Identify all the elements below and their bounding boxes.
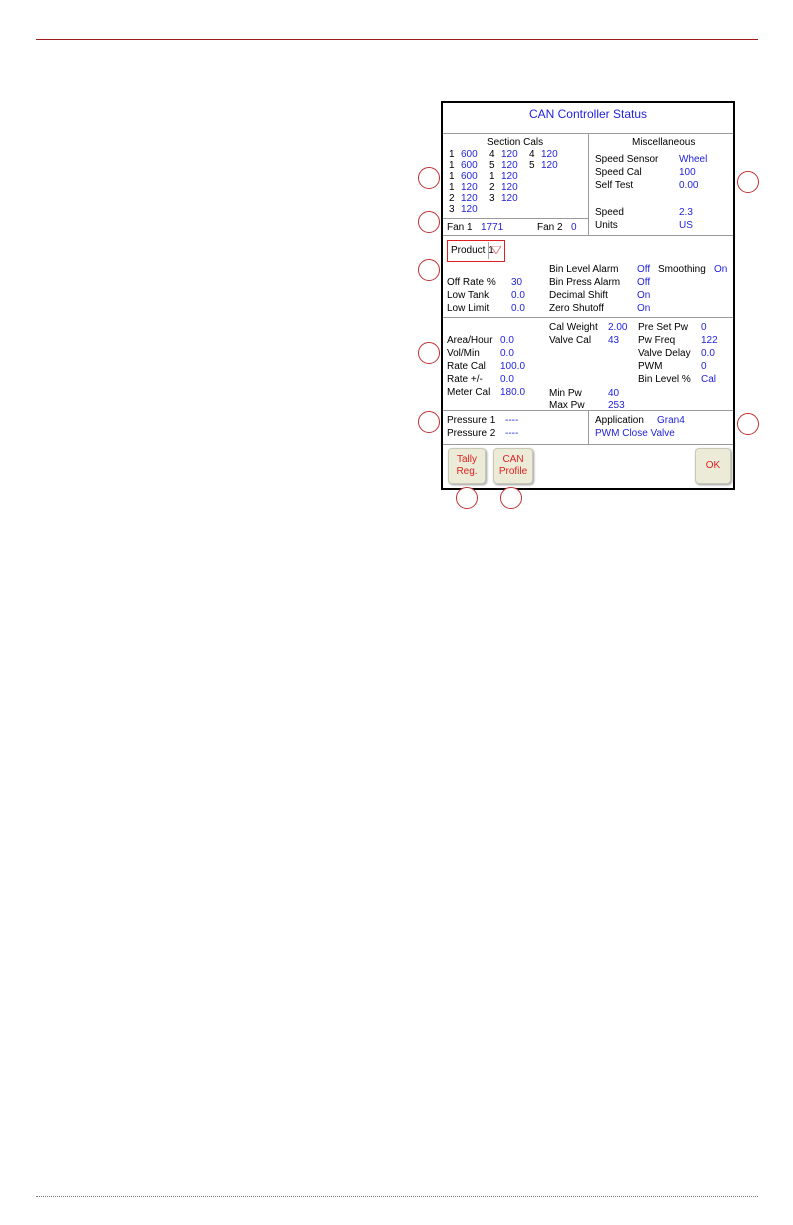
section-cals-header: Section Cals	[487, 137, 544, 148]
max-pw-value: 253	[608, 400, 625, 411]
min-pw-label: Min Pw	[549, 388, 582, 399]
rate-cal-label: Rate Cal	[447, 361, 486, 372]
tally-reg-line1: Tally	[456, 454, 477, 465]
self-test-value: 0.00	[679, 180, 699, 191]
misc-header: Miscellaneous	[632, 137, 696, 148]
can-profile-line2: Profile	[498, 466, 528, 477]
zero-shutoff-value: On	[637, 303, 651, 314]
callout-circle	[418, 411, 440, 433]
low-tank-label: Low Tank	[447, 290, 490, 301]
pressure2-label: Pressure 2	[447, 428, 496, 439]
cal-cell: 1	[449, 149, 455, 160]
fan2-label: Fan 2	[537, 222, 563, 233]
valve-cal-value: 43	[608, 335, 620, 346]
decimal-shift-value: On	[637, 290, 651, 301]
cal-cell: 120	[461, 182, 478, 193]
bin-press-alarm-label: Bin Press Alarm	[549, 277, 621, 288]
bin-level-pct-value: Cal	[701, 374, 717, 385]
speed-sensor-value: Wheel	[679, 154, 708, 165]
low-tank-value: 0.0	[511, 290, 525, 301]
area-hour-value: 0.0	[500, 335, 514, 346]
callout-circle	[500, 487, 522, 509]
divider	[443, 444, 733, 445]
fan2-value: 0	[571, 222, 577, 233]
pw-freq-value: 122	[701, 335, 718, 346]
ok-label: OK	[705, 460, 721, 471]
screen-title: CAN Controller Status	[528, 107, 648, 121]
product-select-value: Product 1	[451, 245, 494, 256]
meter-cal-value: 180.0	[500, 387, 526, 398]
low-limit-label: Low Limit	[447, 303, 490, 314]
callout-circle	[456, 487, 478, 509]
cal-cell: 4	[489, 149, 495, 160]
off-rate-label: Off Rate %	[447, 277, 496, 288]
callout-circle	[418, 167, 440, 189]
cal-cell: 120	[541, 149, 558, 160]
speed-label: Speed	[595, 207, 624, 218]
speed-value: 2.3	[679, 207, 693, 218]
cal-weight-value: 2.00	[608, 322, 628, 333]
pre-set-pw-label: Pre Set Pw	[638, 322, 689, 333]
self-test-label: Self Test	[595, 180, 634, 191]
decimal-shift-label: Decimal Shift	[549, 290, 608, 301]
meter-cal-label: Meter Cal	[447, 387, 491, 398]
tally-reg-button[interactable]	[448, 448, 486, 484]
callout-circle	[418, 211, 440, 233]
max-pw-label: Max Pw	[549, 400, 585, 411]
cal-cell: 2	[449, 193, 455, 204]
pwm-value: 0	[701, 361, 707, 372]
ok-button[interactable]	[695, 448, 731, 484]
cal-cell: 120	[461, 193, 478, 204]
valve-delay-value: 0.0	[701, 348, 715, 359]
can-profile-line1: CAN	[502, 454, 524, 465]
application-label: Application	[595, 415, 644, 426]
rate-pm-label: Rate +/-	[447, 374, 483, 385]
rate-cal-value: 100.0	[500, 361, 526, 372]
fan1-label: Fan 1	[447, 222, 473, 233]
callout-circle	[737, 413, 759, 435]
speed-sensor-label: Speed Sensor	[595, 154, 659, 165]
bin-level-alarm-value: Off	[637, 264, 651, 275]
speed-cal-label: Speed Cal	[595, 167, 642, 178]
vol-min-label: Vol/Min	[447, 348, 480, 359]
divider	[443, 218, 588, 219]
dropdown-arrow-icon[interactable]	[488, 242, 503, 259]
area-hour-label: Area/Hour	[447, 335, 493, 346]
callout-circle	[418, 342, 440, 364]
valve-cal-label: Valve Cal	[549, 335, 592, 346]
divider	[443, 317, 733, 318]
cal-cell: 120	[501, 171, 518, 182]
pre-set-pw-value: 0	[701, 322, 707, 333]
callout-circle	[418, 259, 440, 281]
off-rate-value: 30	[511, 277, 523, 288]
header-rule	[36, 39, 758, 40]
pressure2-value: ----	[505, 428, 519, 439]
smoothing-value: On	[714, 264, 728, 275]
bin-press-alarm-value: Off	[637, 277, 651, 288]
cal-cell: 1	[449, 171, 455, 182]
cal-cell: 1	[449, 182, 455, 193]
speed-cal-value: 100	[679, 167, 696, 178]
application-value: Gran4	[657, 415, 685, 426]
pw-freq-label: Pw Freq	[638, 335, 676, 346]
cal-cell: 4	[529, 149, 535, 160]
cal-weight-label: Cal Weight	[549, 322, 598, 333]
valve-type: PWM Close Valve	[595, 428, 675, 439]
cal-cell: 5	[529, 160, 535, 171]
cal-cell: 3	[449, 204, 455, 215]
valve-delay-label: Valve Delay	[638, 348, 691, 359]
divider	[588, 133, 589, 235]
fan1-value: 1771	[481, 222, 504, 233]
low-limit-value: 0.0	[511, 303, 525, 314]
divider	[443, 235, 733, 236]
cal-cell: 120	[501, 149, 518, 160]
cal-cell: 1	[449, 160, 455, 171]
smoothing-label: Smoothing	[658, 264, 706, 275]
pressure1-label: Pressure 1	[447, 415, 496, 426]
units-value: US	[679, 220, 693, 231]
cal-cell: 120	[461, 204, 478, 215]
cal-cell: 120	[501, 182, 518, 193]
product-select[interactable]	[447, 240, 505, 262]
vol-min-value: 0.0	[500, 348, 514, 359]
cal-cell: 600	[461, 160, 478, 171]
units-label: Units	[595, 220, 618, 231]
callout-circle	[737, 171, 759, 193]
min-pw-value: 40	[608, 388, 620, 399]
cal-cell: 600	[461, 149, 478, 160]
cal-cell: 5	[489, 160, 495, 171]
footer-rule	[36, 1196, 758, 1197]
cal-cell: 120	[501, 160, 518, 171]
cal-cell: 2	[489, 182, 495, 193]
tally-reg-line2: Reg.	[456, 466, 478, 477]
cal-cell: 3	[489, 193, 495, 204]
pressure1-value: ----	[505, 415, 519, 426]
bin-level-pct-label: Bin Level %	[638, 374, 691, 385]
can-profile-button[interactable]	[493, 448, 533, 484]
divider	[588, 410, 589, 444]
can-controller-status-screen	[441, 101, 735, 490]
cal-cell: 120	[541, 160, 558, 171]
zero-shutoff-label: Zero Shutoff	[549, 303, 604, 314]
rate-pm-value: 0.0	[500, 374, 514, 385]
cal-cell: 1	[489, 171, 495, 182]
cal-cell: 120	[501, 193, 518, 204]
pwm-label: PWM	[638, 361, 663, 372]
bin-level-alarm-label: Bin Level Alarm	[549, 264, 619, 275]
cal-cell: 600	[461, 171, 478, 182]
